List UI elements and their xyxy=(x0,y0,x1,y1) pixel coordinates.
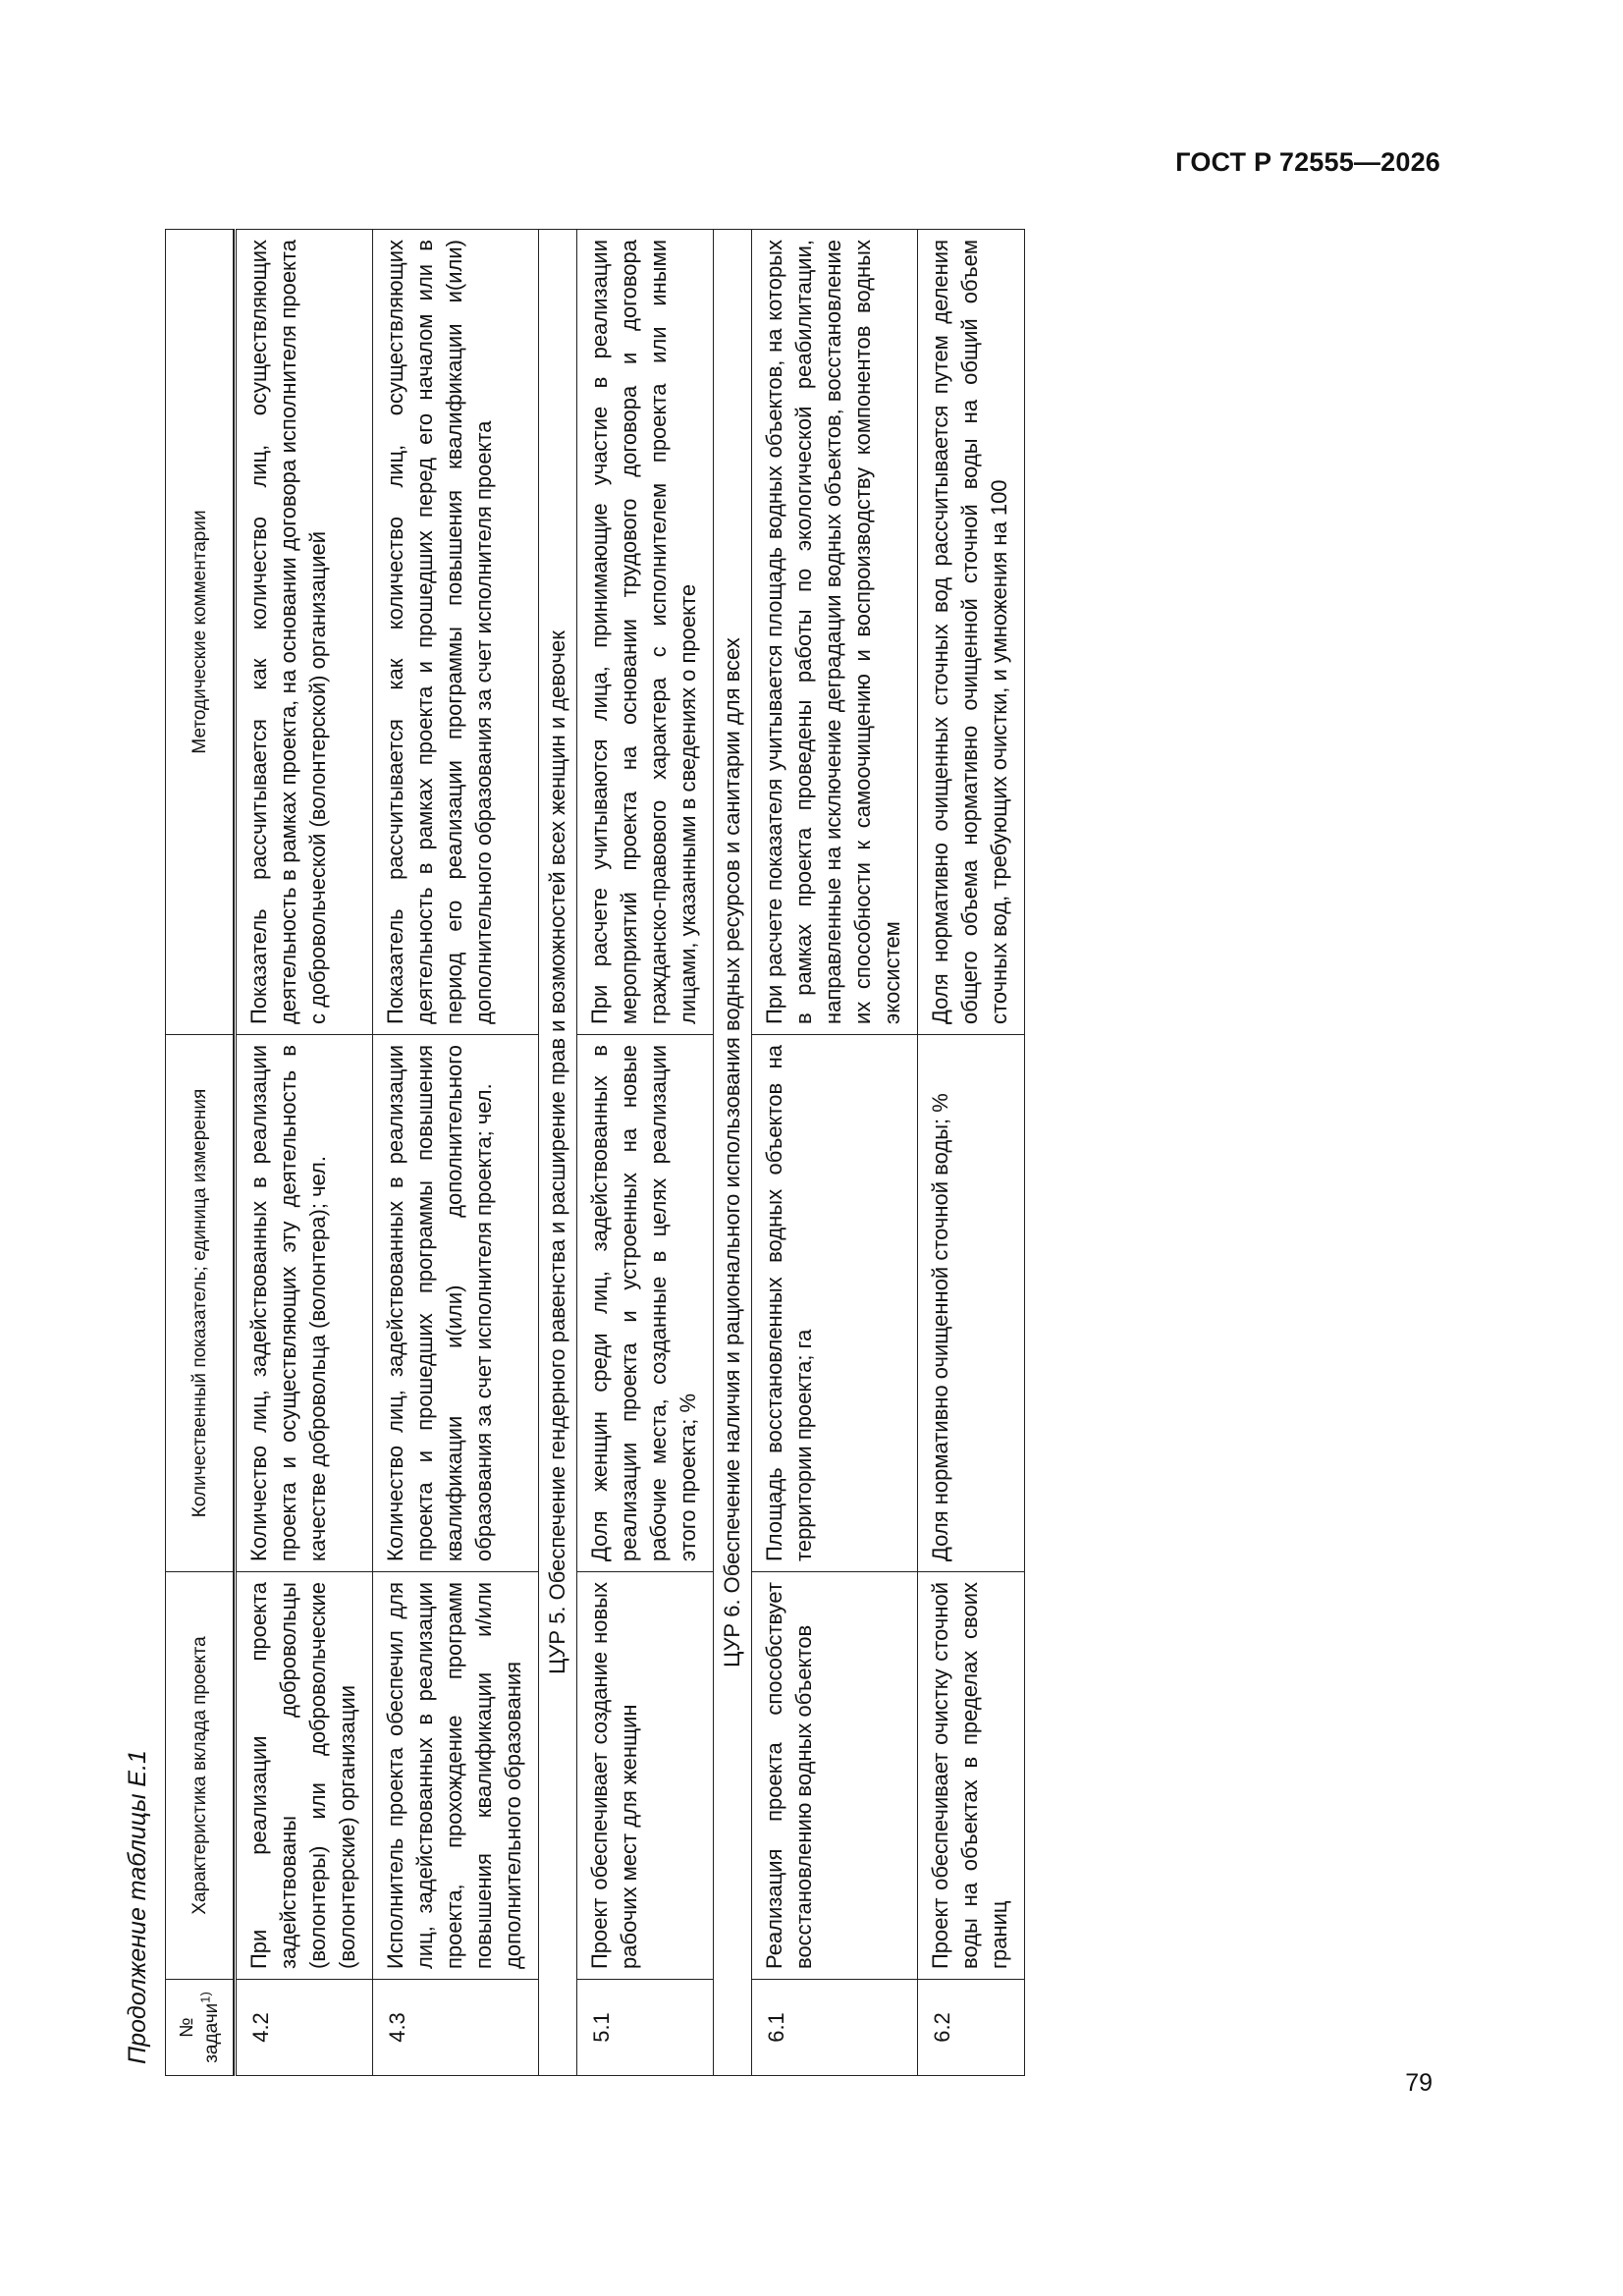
header-characteristic: Характеристика вклада проекта xyxy=(166,1572,234,1980)
section-title: ЦУР 5. Обеспечение гендерного равенства и расширение прав и возможностей всех женщин и девочек xyxy=(539,230,577,2076)
footnote-marker: 1) xyxy=(197,1992,213,2003)
comments-cell: Показатель рассчитывается как количество лиц, осуществляющих деятельность в рамках проекта, на основании договора исполнителя проекта с добровольческой (волонтерской) организацией xyxy=(236,230,373,1035)
table-row xyxy=(236,230,373,2076)
methodology-table xyxy=(165,229,1025,2076)
characteristic-cell: Реализация проекта способствует восстановлению водных объектов xyxy=(752,1572,918,1980)
task-number: 4.2 xyxy=(236,1980,373,2076)
document-code: ГОСТ Р 72555—2026 xyxy=(1175,147,1440,177)
section-row xyxy=(539,230,577,2076)
characteristic-cell: Проект обеспечивает создание новых рабочих мест для женщин xyxy=(577,1572,714,1980)
comments-cell: При расчете показателя учитывается площадь водных объектов, на которых в рамках проекта проведены работы по экологической реабилитации, направленные на исключение деградации водных объектов, восстановление их способности к самоочищению и воспроизводству компонентов водных экосистем xyxy=(752,230,918,1035)
task-number: 4.3 xyxy=(373,1980,539,2076)
table-header-row xyxy=(166,230,234,2076)
page-number: 79 xyxy=(1405,2069,1433,2097)
table-row xyxy=(752,230,918,2076)
section-row xyxy=(714,230,752,2076)
task-number: 6.2 xyxy=(918,1980,1025,2076)
indicator-cell: Площадь восстановленных водных объектов на территории проекта; га xyxy=(752,1035,918,1572)
table-caption: Продолжение таблицы Е.1 xyxy=(124,1750,151,2064)
task-number: 5.1 xyxy=(577,1980,714,2076)
table-row xyxy=(373,230,539,2076)
header-comments: Методические комментарии xyxy=(166,230,234,1035)
header-indicator: Количественный показатель; единица измерения xyxy=(166,1035,234,1572)
characteristic-cell: Исполнитель проекта обеспечил для лиц, задействованных в реализации проекта, прохождение программ повышения квалификации и/или дополнительного образования xyxy=(373,1572,539,1980)
comments-cell: Доля нормативно очищенных сточных вод рассчитывается путем деления общего объема нормативно очищенной сточной воды на общий объем сточных вод, требующих очистки, и умножения на 100 xyxy=(918,230,1025,1035)
header-task-number: № задачи$^{1)}$ xyxy=(166,1980,234,2076)
indicator-cell: Доля женщин среди лиц, задействованных в реализации проекта и устроенных на новые рабочие места, созданные в целях реализации этого проекта; % xyxy=(577,1035,714,1572)
comments-cell: При расчете учитываются лица, принимающие участие в реализации мероприятий проекта на основании трудового договора и договора гражданско-правового характера с исполнителем проекта или иными лицами, указанными в сведениях о проекте xyxy=(577,230,714,1035)
comments-cell: Показатель рассчитывается как количество лиц, осуществляющих деятельность в рамках проекта и прошедших перед его началом или в период его реализации программы повышения квалификации и(или) дополнительного образования за счет исполнителя проекта xyxy=(373,230,539,1035)
indicator-cell: Количество лиц, задействованных в реализации проекта и прошедших программы повышения квалификации и(или) дополнительного образования за счет исполнителя проекта; чел. xyxy=(373,1035,539,1572)
task-number: 6.1 xyxy=(752,1980,918,2076)
indicator-cell: Количество лиц, задействованных в реализации проекта и осуществляющих эту деятельность в качестве добровольца (волонтера); чел. xyxy=(236,1035,373,1572)
characteristic-cell: При реализации проекта задействованы добровольцы (волонтеры) или добровольческие (волонтерские) организации xyxy=(236,1572,373,1980)
table-row xyxy=(918,230,1025,2076)
rotated-table-page xyxy=(110,230,1136,2076)
section-title: ЦУР 6. Обеспечение наличия и рационального использования водных ресурсов и санитарии для всех xyxy=(714,230,752,2076)
characteristic-cell: Проект обеспечивает очистку сточной воды на объектах в пределах своих границ xyxy=(918,1572,1025,1980)
indicator-cell: Доля нормативно очищенной сточной воды; % xyxy=(918,1035,1025,1572)
table-row xyxy=(577,230,714,2076)
